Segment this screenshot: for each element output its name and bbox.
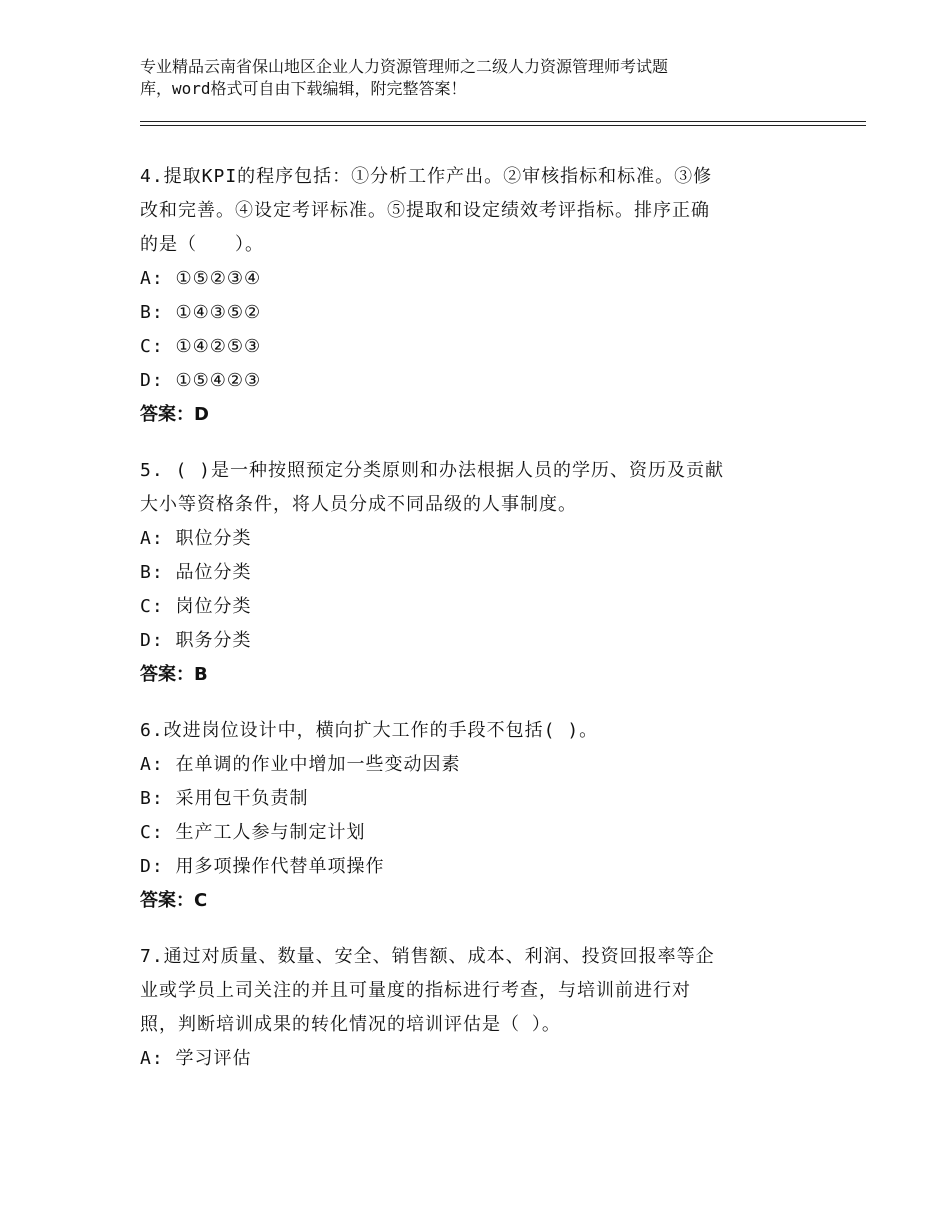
question-stem-line: 照，判断培训成果的转化情况的培训评估是（ ）。	[140, 1014, 561, 1035]
header-title-line-1: 专业精品云南省保山地区企业人力资源管理师之二级人力资源管理师考试题	[140, 57, 669, 76]
option-b: B: 品位分类	[140, 562, 252, 583]
option-a: A: 学习评估	[140, 1048, 252, 1069]
option-c: C: ①④②⑤③	[140, 336, 262, 357]
question-5	[140, 454, 830, 692]
question-stem-line: 的是（ ）。	[140, 234, 264, 255]
question-stem-line: 5. ( )是一种按照预定分类原则和办法根据人员的学历、资历及贡献	[140, 460, 725, 481]
option-d: D: ①⑤④②③	[140, 370, 262, 391]
option-c: C: 岗位分类	[140, 596, 252, 617]
question-stem-line: 4.提取KPI的程序包括：①分析工作产出。②审核指标和标准。③修	[140, 166, 713, 187]
document-header	[140, 56, 840, 100]
question-stem-line: 大小等资格条件，将人员分成不同品级的人事制度。	[140, 494, 577, 515]
question-stem-line: 7.通过对质量、数量、安全、销售额、成本、利润、投资回报率等企	[140, 946, 715, 967]
answer-label: 答案：C	[140, 890, 208, 911]
option-a: A: ①⑤②③④	[140, 268, 262, 289]
question-6	[140, 714, 830, 918]
option-d: D: 用多项操作代替单项操作	[140, 856, 385, 877]
header-divider-top	[140, 121, 866, 122]
answer-label: 答案：D	[140, 404, 209, 425]
option-c: C: 生产工人参与制定计划	[140, 822, 366, 843]
question-stem-line: 业或学员上司关注的并且可量度的指标进行考查，与培训前进行对	[140, 980, 691, 1001]
question-4	[140, 160, 830, 432]
question-stem-line: 改和完善。④设定考评标准。⑤提取和设定绩效考评指标。排序正确	[140, 200, 710, 221]
question-list	[140, 160, 830, 1098]
header-divider-bottom	[140, 125, 866, 126]
option-a: A: 在单调的作业中增加一些变动因素	[140, 754, 461, 775]
question-stem-line: 6.改进岗位设计中，横向扩大工作的手段不包括( )。	[140, 720, 599, 741]
option-a: A: 职位分类	[140, 528, 252, 549]
option-b: B: ①④③⑤②	[140, 302, 262, 323]
option-d: D: 职务分类	[140, 630, 252, 651]
answer-label: 答案：B	[140, 664, 208, 685]
option-b: B: 采用包干负责制	[140, 788, 309, 809]
question-7	[140, 940, 830, 1076]
header-title-line-2: 库，word格式可自由下载编辑，附完整答案！	[140, 79, 467, 98]
